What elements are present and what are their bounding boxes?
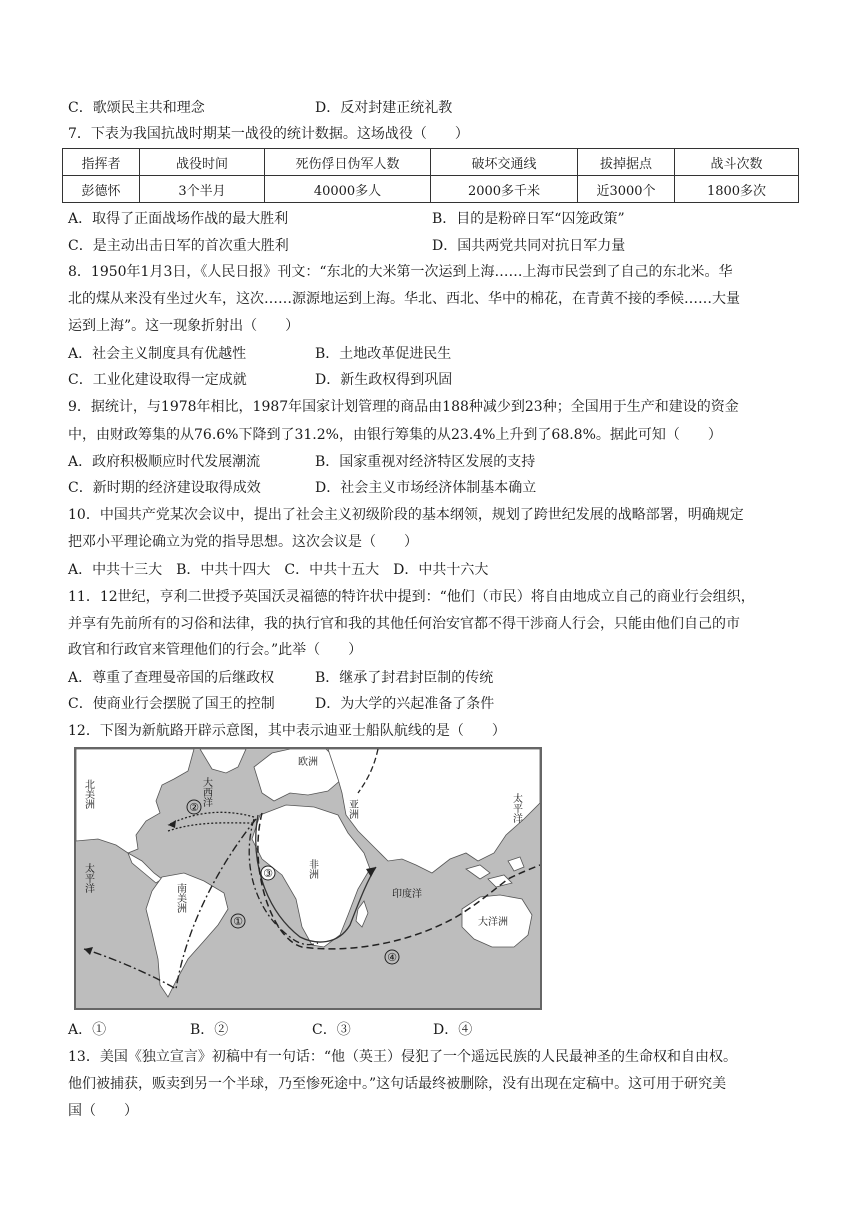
table-header-cell: 破坏交通线	[431, 149, 578, 176]
table-cell: 1800多次	[675, 176, 799, 203]
table-cell: 3个半月	[140, 176, 265, 203]
table-cell: 近3000个	[578, 176, 675, 203]
route-marker-4-label: ④	[387, 951, 397, 964]
q7-option-b[interactable]: B．目的是粉碎日军“囚笼政策”	[432, 211, 625, 227]
table-header-cell: 战役时间	[140, 149, 265, 176]
table-header-cell: 死伤俘日伪军人数	[265, 149, 431, 176]
q6-option-d[interactable]: D．反对封建正统礼教	[315, 100, 453, 116]
q8-stem-line: 运到上海”。这一现象折射出（ ）	[68, 318, 300, 334]
map-label-south-america: 南美洲	[174, 883, 186, 913]
map-label-asia: 亚洲	[346, 799, 358, 819]
q7-statistics-table	[62, 148, 799, 203]
table-row	[63, 176, 799, 203]
q10-stem-line: 把邓小平理论确立为党的指导思想。这次会议是（ ）	[68, 534, 418, 550]
q12-option-b[interactable]: B．②	[190, 1022, 229, 1038]
q8-stem-line: 8．1950年1月3日，《人民日报》刊文：“东北的大米第一次运到上海……上海市民尝到了自己的东北米。华	[68, 264, 733, 280]
q9-option-d[interactable]: D．社会主义市场经济体制基本确立	[315, 480, 537, 496]
table-cell: 40000多人	[265, 176, 431, 203]
q9-option-b[interactable]: B．国家重视对经济特区发展的支持	[315, 454, 536, 470]
route-magellan-arrowhead	[84, 947, 93, 955]
q10-stem-line: 10．中国共产党某次会议中，提出了社会主义初级阶段的基本纲领，规划了跨世纪发展的战略部署，明确规定	[68, 507, 744, 523]
q9-option-a[interactable]: A．政府积极顺应时代发展潮流	[68, 454, 261, 470]
greenland-land	[200, 749, 246, 773]
route-marker-3	[261, 866, 275, 880]
q13-stem-line: 国（ ）	[68, 1103, 138, 1119]
q9-stem-line: 中，由财政筹集的从76.6%下降到了31.2%，由银行筹集的从23.4%上升到了68.8%。据此可知（ ）	[68, 427, 722, 443]
q12-option-a[interactable]: A．①	[68, 1022, 107, 1038]
route-marker-1	[231, 914, 245, 928]
map-label-indian-ocean: 印度洋	[392, 889, 422, 900]
q8-option-a[interactable]: A．社会主义制度具有优越性	[68, 346, 247, 362]
map-label-pacific-right: 太平洋	[510, 793, 522, 823]
q9-option-c[interactable]: C．新时期的经济建设取得成效	[68, 480, 261, 496]
q12-stem: 12．下图为新航路开辟示意图，其中表示迪亚士船队航线的是（ ）	[68, 723, 506, 739]
q6-option-c[interactable]: C．歌颂民主共和理念	[68, 100, 205, 116]
q13-stem-line: 他们被捕获，贩卖到另一个半球，乃至惨死途中。”这句话最终被删除，没有出现在定稿中。这可用于研究美	[68, 1076, 727, 1092]
q11-option-b[interactable]: B．继承了封君封臣制的传统	[315, 670, 494, 686]
map-label-pacific-left: 太平洋	[82, 863, 94, 893]
q7-option-c[interactable]: C．是主动出击日军的首次重大胜利	[68, 238, 289, 254]
map-label-atlantic: 大西洋	[200, 777, 212, 807]
q8-option-b[interactable]: B．土地改革促进民生	[315, 346, 452, 362]
route-marker-4	[385, 950, 399, 964]
table-header-cell: 拔掉据点	[578, 149, 675, 176]
southeast-asia-islands	[466, 857, 524, 887]
q8-stem-line: 北的煤从来没有坐过火车，这次……源源地运到上海。华北、西北、华中的棉花，在青黄不接的季候……大量	[68, 291, 740, 307]
south-america-land	[146, 873, 228, 997]
route-marker-1-label: ①	[233, 915, 243, 928]
map-svg	[76, 749, 540, 1008]
q11-stem-line: 11．12世纪，亨利二世授予英国沃灵福德的特许状中提到：“他们（市民）将自由地成立自己的商业行会组织，	[68, 589, 755, 605]
route-2-arrowhead	[168, 820, 176, 828]
route-marker-3-label: ③	[263, 867, 273, 880]
map-label-europe: 欧洲	[298, 757, 318, 768]
q11-option-c[interactable]: C．使商业行会摆脱了国王的控制	[68, 696, 275, 712]
q9-stem-line: 9．据统计，与1978年相比，1987年国家计划管理的商品由188种减少到23种；全国用于生产和建设的资金	[68, 399, 739, 415]
central-america-land	[128, 853, 162, 883]
table-cell: 彭德怀	[63, 176, 140, 203]
north-america-land	[76, 749, 194, 853]
q13-stem-line: 13．美国《独立宣言》初稿中有一句话：“他（英王）侵犯了一个遥远民族的人民最神圣的生命权和自由权。	[68, 1049, 737, 1065]
table-header-cell: 指挥者	[63, 149, 140, 176]
q7-option-d[interactable]: D．国共两党共同对抗日军力量	[432, 238, 626, 254]
map-label-north-america: 北美洲	[82, 779, 94, 809]
q11-option-a[interactable]: A．尊重了查理曼帝国的后继政权	[68, 670, 275, 686]
map-label-oceania: 大洋洲	[478, 917, 508, 928]
q11-option-d[interactable]: D．为大学的兴起准备了条件	[315, 696, 495, 712]
q8-option-c[interactable]: C．工业化建设取得一定成就	[68, 372, 247, 388]
q7-stem: 7．下表为我国抗战时期某一战役的统计数据。这场战役（ ）	[68, 126, 469, 142]
q11-stem-line: 并享有先前所有的习俗和法律，我的执行官和我的其他任何治安官都不得干涉商人行会，只能由他们自己的市	[68, 616, 740, 632]
q12-option-d[interactable]: D．④	[433, 1022, 473, 1038]
route-marker-2	[187, 800, 201, 814]
q8-option-d[interactable]: D．新生政权得到巩固	[315, 372, 453, 388]
new-sea-routes-map	[74, 747, 542, 1010]
q10-options[interactable]: A．中共十三大 B．中共十四大 C．中共十五大 D．中共十六大	[68, 562, 489, 578]
map-label-africa: 非洲	[306, 859, 318, 879]
q12-option-c[interactable]: C．③	[312, 1022, 351, 1038]
route-2-return-line	[168, 823, 252, 831]
table-header-row	[63, 149, 799, 176]
table-header-cell: 战斗次数	[675, 149, 799, 176]
q11-stem-line: 政官和行政官来管理他们的行会。”此举（ ）	[68, 642, 363, 658]
route-marker-2-label: ②	[189, 801, 199, 814]
table-cell: 2000多千米	[431, 176, 578, 203]
q7-option-a[interactable]: A．取得了正面战场作战的最大胜利	[68, 211, 289, 227]
